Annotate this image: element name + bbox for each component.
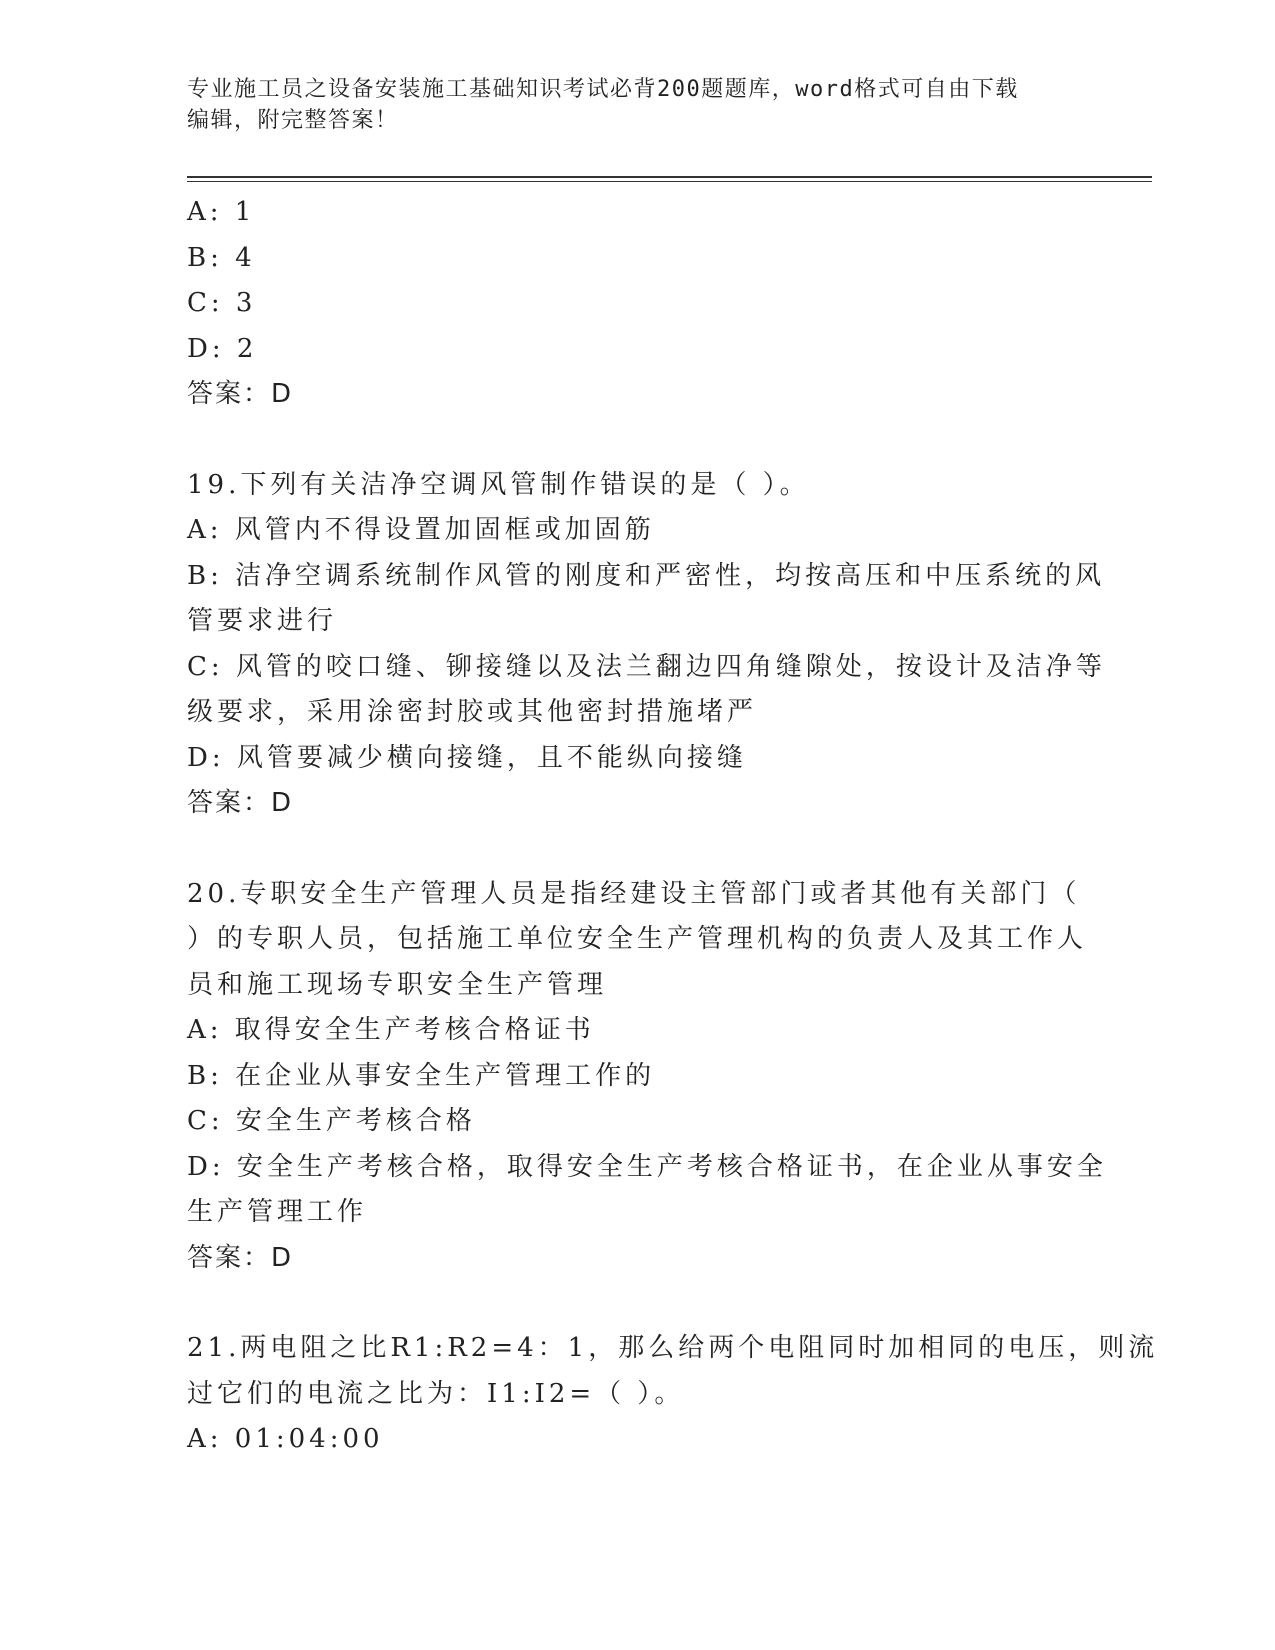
question-stem: 19.下列有关洁净空调风管制作错误的是（ ）。 [187, 469, 810, 500]
header-divider-thick [187, 176, 1152, 178]
question-block-20 [187, 872, 1107, 1282]
question-stem: 20.专职安全生产管理人员是指经建设主管部门或者其他有关部门（ [187, 878, 1081, 909]
spacer [187, 418, 1087, 463]
option-a: A: 1 [187, 197, 256, 227]
document-header [187, 74, 1077, 136]
option-d: D: 2 [187, 333, 258, 364]
option-b: B: 4 [187, 242, 256, 273]
option-c: C: 安全生产考核合格 [187, 1106, 476, 1136]
question-stem-continued: ）的专职人员，包括施工单位安全生产管理机构的负责人及其工作人 [187, 924, 1088, 954]
option-d: D: 风管要减少横向接缝，且不能纵向接缝 [187, 742, 747, 773]
spacer [187, 827, 1087, 872]
option-c: C: 风管的咬口缝、铆接缝以及法兰翻边四角缝隙处，按设计及洁净等 [187, 651, 1106, 682]
question-block-prev [187, 190, 1087, 418]
answer-line: 答案：D [187, 1242, 294, 1273]
option-a: A: 取得安全生产考核合格证书 [187, 1015, 595, 1045]
option-a: A: 风管内不得设置加固框或加固筋 [187, 515, 655, 545]
option-b: B: 洁净空调系统制作风管的刚度和严密性，均按高压和中压系统的风 [187, 560, 1106, 591]
header-divider-thin [187, 181, 1152, 182]
option-c: C: 3 [187, 288, 257, 318]
question-block-21 [187, 1326, 1159, 1463]
option-a: A: 01:04:00 [187, 1424, 384, 1454]
answer-line: 答案：D [187, 379, 294, 409]
document-content [187, 190, 1159, 1463]
option-d-continued: 生产管理工作 [187, 1197, 368, 1227]
option-b-continued: 管要求进行 [187, 606, 338, 636]
option-d: D: 安全生产考核合格，取得安全生产考核合格证书，在企业从事安全 [187, 1151, 1107, 1182]
option-c-continued: 级要求，采用涂密封胶或其他密封措施堵严 [187, 697, 758, 727]
question-stem-continued: 过它们的电流之比为：I1:I2=（ ）。 [187, 1378, 685, 1409]
header-line-1: 专业施工员之设备安装施工基础知识考试必背200题题库，word格式可自由下载 [187, 77, 1019, 102]
option-b: B: 在企业从事安全生产管理工作的 [187, 1060, 656, 1091]
question-stem-continued: 员和施工现场专职安全生产管理 [187, 969, 608, 1000]
question-block-19 [187, 463, 1106, 827]
header-line-2: 编辑，附完整答案！ [187, 108, 399, 133]
question-stem: 21.两电阻之比R1:R2=4：1，那么给两个电阻同时加相同的电压，则流 [187, 1333, 1159, 1363]
answer-line: 答案：D [187, 788, 294, 818]
spacer [187, 1281, 1087, 1326]
